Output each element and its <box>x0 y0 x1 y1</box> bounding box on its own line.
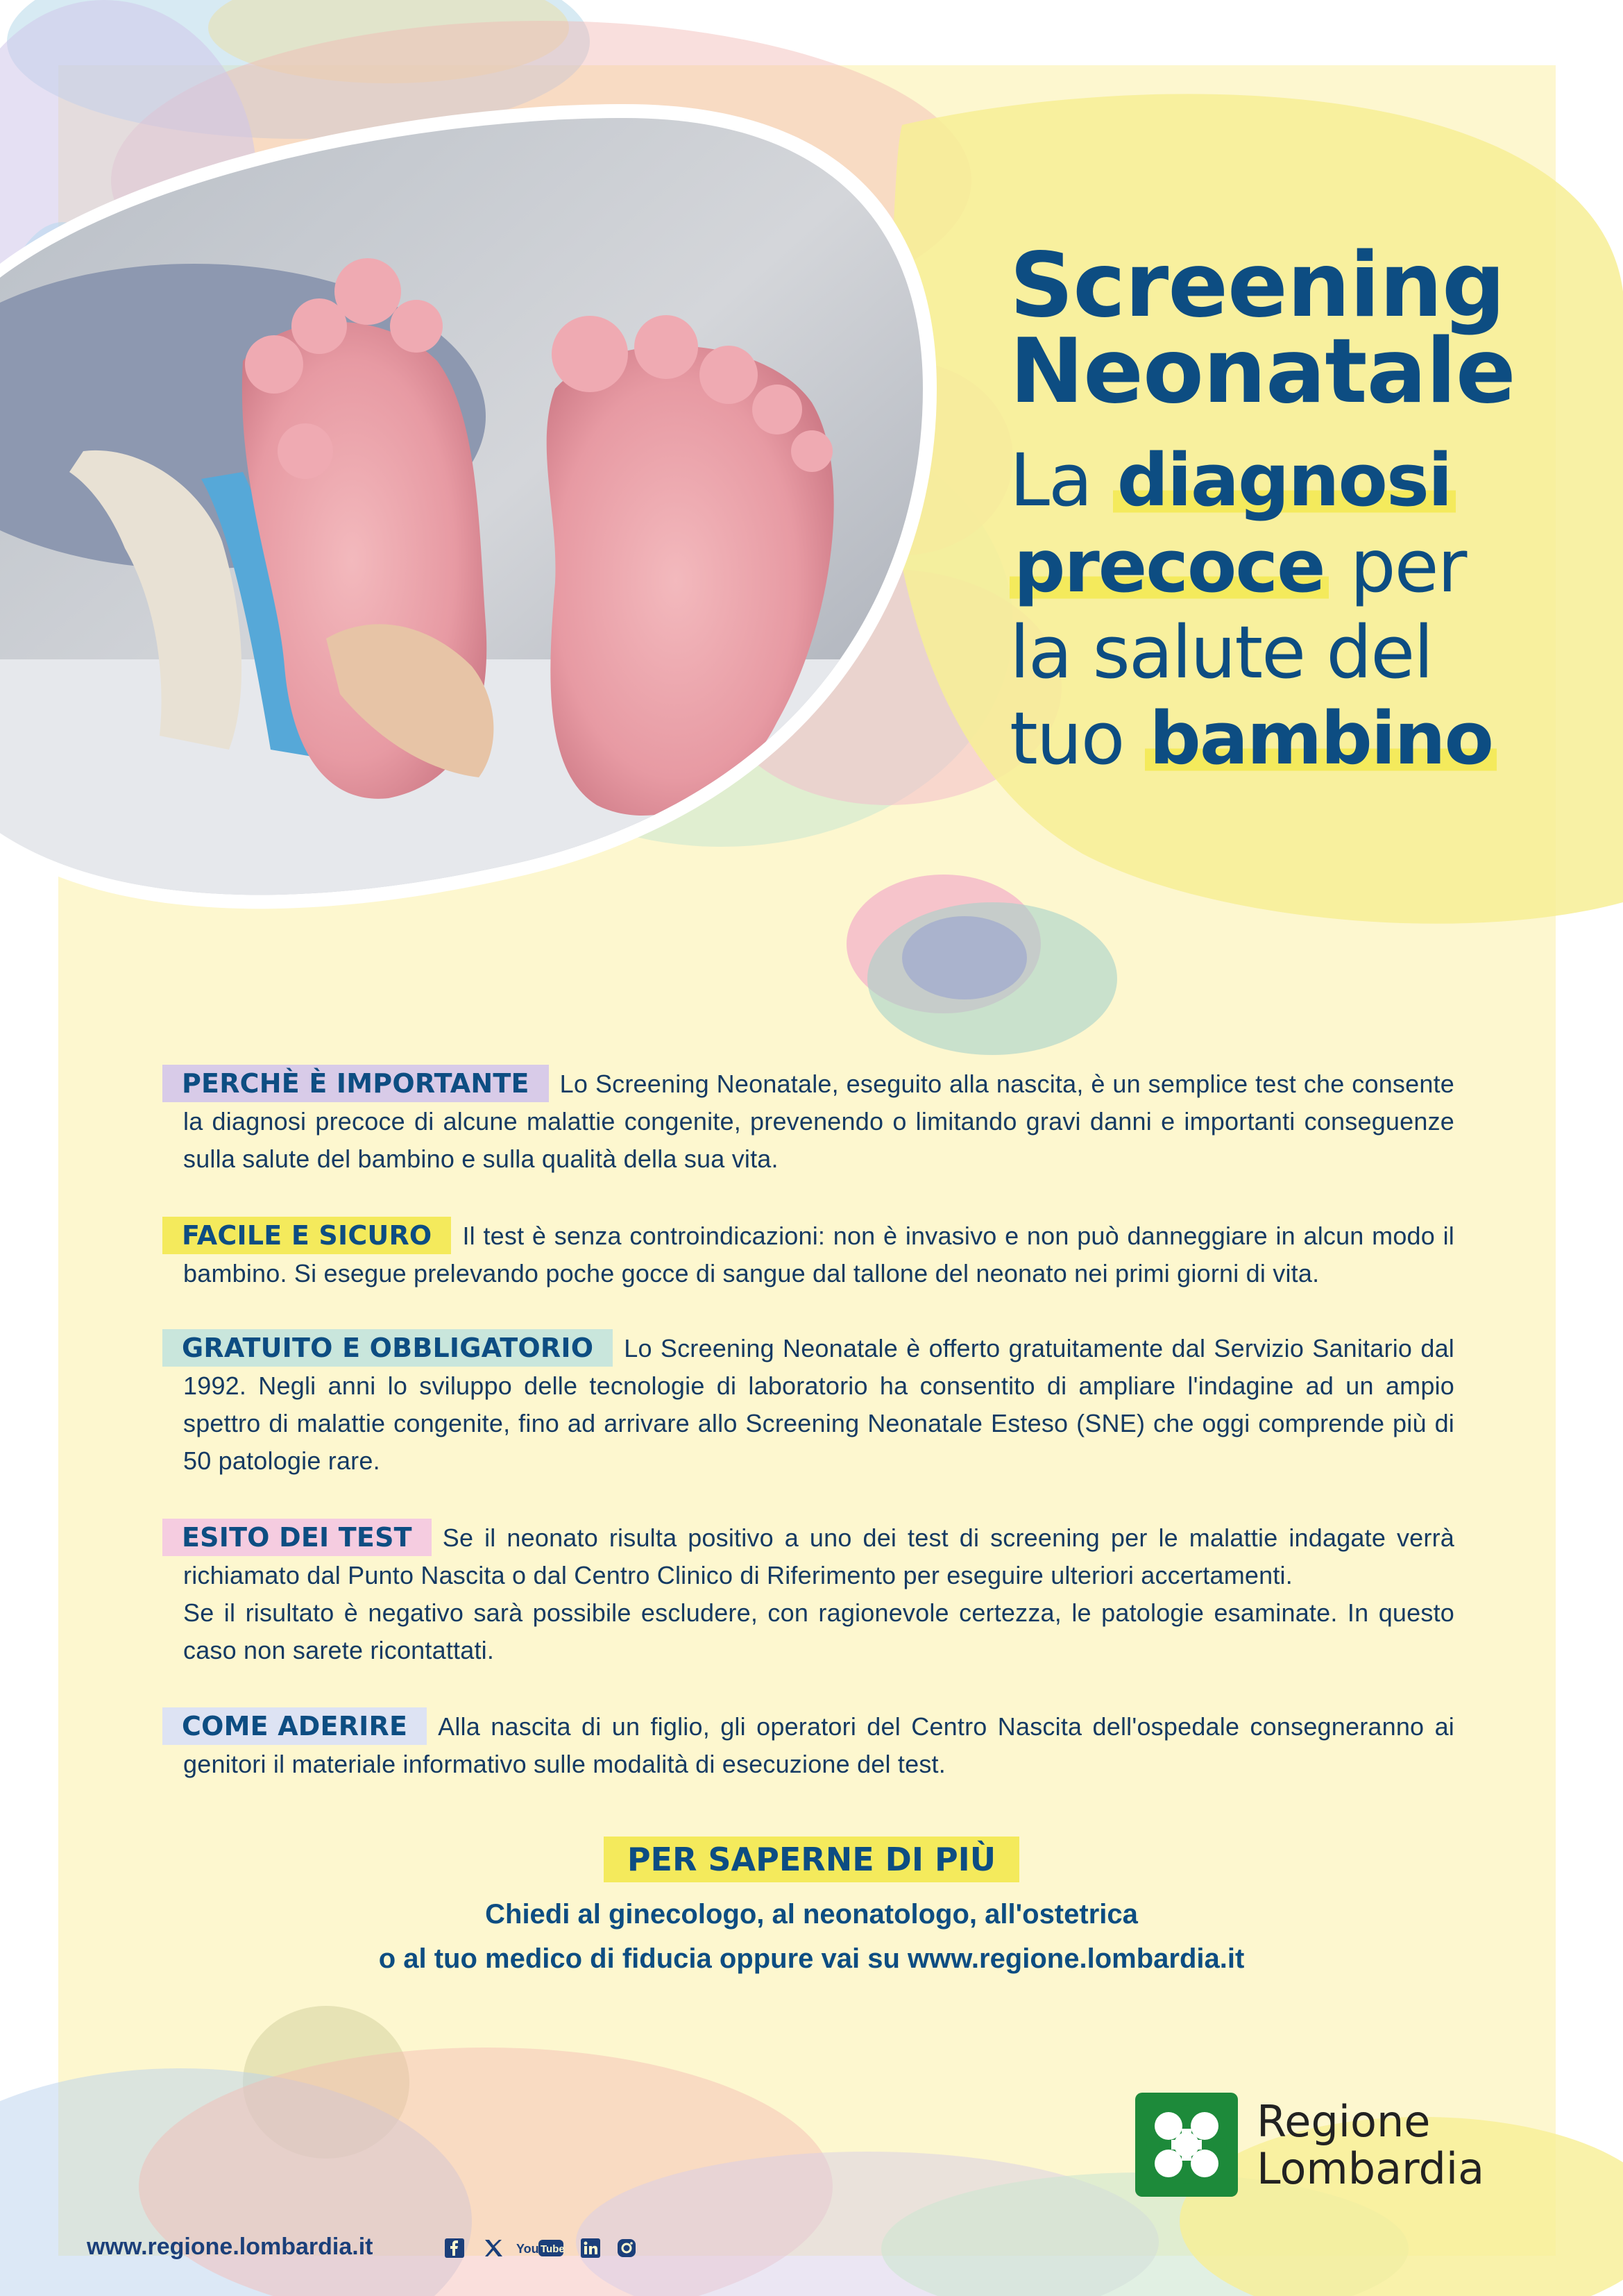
section-text: Se il neonato risulta positivo a uno dei test di screening per le malattie indagate verrà richiamato dal Punto Nascita o dal Centro Clinico di Riferimento per eseguire ulteriori accertamenti. <box>183 1523 1454 1589</box>
cta-line-2[interactable]: o al tuo medico di fiducia oppure vai su www.regione.lombardia.it <box>378 1943 1245 1974</box>
title-line-2: Neonatale <box>1010 320 1515 423</box>
cta-block <box>0 1837 1623 1981</box>
svg-text:Tube: Tube <box>541 2243 565 2255</box>
cta-line-1: Chiedi al ginecologo, al neonatologo, all'ostetrica <box>485 1899 1138 1930</box>
subtitle-word: per <box>1350 524 1466 609</box>
logo-text <box>1257 2098 1484 2193</box>
logo-mark-icon <box>1135 2093 1238 2197</box>
logo-line-2: Lombardia <box>1257 2143 1485 2194</box>
cta-tag: PER SAPERNE DI PIÙ <box>604 1837 1019 1882</box>
subtitle-highlight-diagnosi: diagnosi <box>1113 438 1456 523</box>
linkedin-icon[interactable] <box>580 2236 601 2260</box>
section-tag: FACILE E SICURO <box>162 1217 451 1254</box>
svg-text:You: You <box>516 2242 539 2256</box>
headline <box>1010 234 1579 782</box>
youtube-icon[interactable] <box>515 2236 565 2260</box>
subtitle-highlight-bambino: bambino <box>1145 696 1497 781</box>
subtitle-highlight-precoce: precoce <box>1010 524 1329 609</box>
section-gratuito-obbligatorio <box>183 1329 1454 1480</box>
section-tag: COME ADERIRE <box>162 1707 427 1745</box>
footer-url[interactable]: www.regione.lombardia.it <box>87 2234 373 2260</box>
section-esito-test <box>183 1519 1454 1669</box>
logo-line-1: Regione <box>1257 2096 1431 2147</box>
section-text: Lo Screening Neonatale è offerto gratuitamente dal Servizio Sanitario dal 1992. Negli anni lo sviluppo delle tecnologie di laboratorio ha consentito di ampliare l'indagine ad un ampio spettro di malattie congenite, fino ad arrivare allo Screening Neonatale Esteso (SNE) che oggi comprende più di 50 patologie rare. <box>183 1334 1454 1475</box>
section-perche-importante <box>183 1065 1454 1178</box>
title-line-1: Screening <box>1010 234 1505 337</box>
section-tag: ESITO DEI TEST <box>162 1519 432 1556</box>
section-come-aderire <box>183 1707 1454 1783</box>
x-icon[interactable] <box>482 2236 505 2260</box>
regione-lombardia-logo <box>1135 2093 1496 2197</box>
section-text: Lo Screening Neonatale, eseguito alla nascita, è un semplice test che consente la diagnosi precoce di alcune malattie congenite, prevenendo o limitando gravi danni e importanti conseguenze sulla salute del bambino e sulla qualità della sua vita. <box>183 1070 1454 1173</box>
section-tag: PERCHÈ È IMPORTANTE <box>162 1065 549 1102</box>
section-facile-sicuro <box>183 1217 1454 1292</box>
subtitle-word: La <box>1010 438 1091 523</box>
section-text: Alla nascita di un figlio, gli operatori del Centro Nascita dell'ospedale consegneranno ai genitori il materiale informativo sulle modalità di esecuzione del test. <box>183 1712 1454 1778</box>
subtitle-word: tuo <box>1010 696 1124 781</box>
section-text: Il test è senza controindicazioni: non è invasivo e non può danneggiare in alcun modo il bambino. Si esegue prelevando poche gocce di sangue dal tallone del neonato nei primi giorni di vita. <box>183 1222 1454 1288</box>
section-tag: GRATUITO E OBBLIGATORIO <box>162 1329 613 1367</box>
section-text-2: Se il risultato è negativo sarà possibile escludere, con ragionevole certezza, le patologie esaminate. In questo caso non sarete ricontattati. <box>183 1598 1454 1664</box>
subtitle <box>1010 437 1579 782</box>
instagram-icon[interactable] <box>616 2236 637 2260</box>
facebook-icon[interactable] <box>444 2236 465 2260</box>
subtitle-word: la salute del <box>1010 610 1433 695</box>
